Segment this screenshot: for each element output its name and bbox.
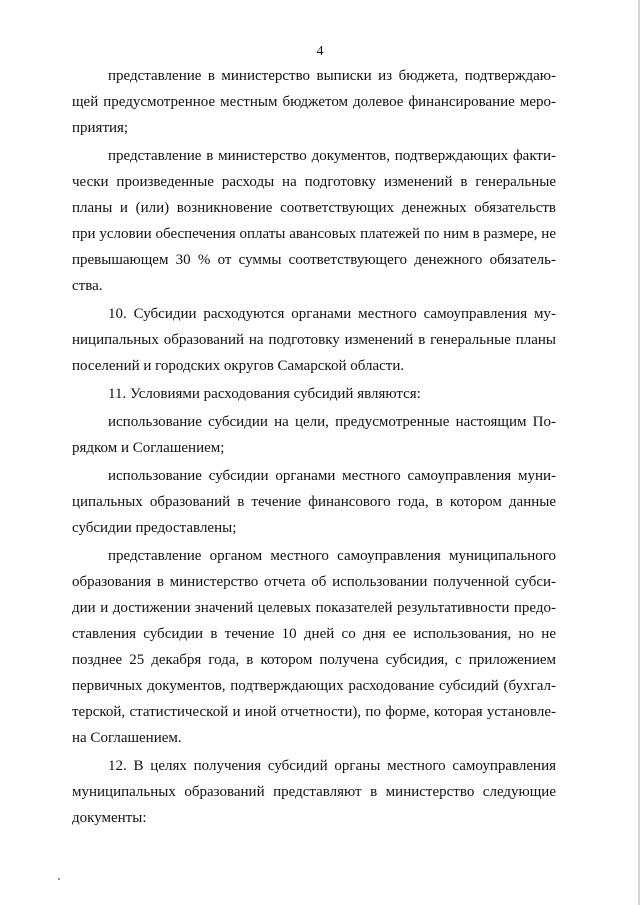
- scan-speck: [58, 878, 60, 880]
- document-body: [72, 63, 556, 831]
- paragraph-subsidy-purpose: [72, 409, 556, 461]
- text-line: приятия;: [72, 120, 129, 136]
- text-line: первичных документов, подтверждающих расходование субсидий (бухгал-: [72, 678, 556, 694]
- text-line: субсидии предоставлены;: [72, 520, 237, 536]
- text-line: щей предусмотренное местным бюджетом долевое финансирование меро-: [72, 94, 556, 110]
- text-line: на Соглашением.: [72, 730, 182, 746]
- page-number: 4: [316, 44, 324, 59]
- text-line: рядком и Соглашением;: [72, 440, 225, 456]
- text-line: представление в министерство выписки из бюджета, подтверждаю-: [108, 68, 556, 84]
- text-line: терской, статистической и иной отчетности), по форме, которая установле-: [72, 704, 556, 720]
- text-line: поселений и городских округов Самарской области.: [72, 358, 405, 374]
- text-line: позднее 25 декабря года, в котором получена субсидия, с приложением: [72, 652, 556, 668]
- text-line: 11. Условиями расходования субсидий являются:: [108, 386, 421, 402]
- text-line: ставления субсидии в течение 10 дней со дня ее использования, но не: [72, 626, 556, 642]
- text-line: превышающем 30 % от суммы соответствующего денежного обязатель-: [72, 252, 556, 268]
- paragraph-ministry-budget-extract: [72, 63, 556, 141]
- paragraph-item-11: [72, 381, 556, 407]
- text-line: 12. В целях получения субсидий органы местного самоуправления: [108, 758, 556, 774]
- text-line: планы и (или) возникновение соответствующих денежных обязательств: [72, 200, 556, 216]
- text-line: документы:: [72, 810, 147, 826]
- text-line: ниципальных образований на подготовку изменений в генеральные планы: [72, 332, 556, 348]
- text-line: чески произведенные расходы на подготовку изменений в генеральные: [72, 174, 556, 190]
- text-line: использование субсидии на цели, предусмотренные настоящим По-: [108, 414, 556, 430]
- paragraph-report-submission: [72, 543, 556, 751]
- text-line: ципальных образований в течение финансового года, в котором данные: [72, 494, 556, 510]
- text-line: ства.: [72, 278, 103, 294]
- text-line: образования в министерство отчета об использовании полученной субси-: [72, 574, 556, 590]
- paragraph-item-12: [72, 753, 556, 831]
- paragraph-subsidy-usage-year: [72, 463, 556, 541]
- text-line: дии и достижении значений целевых показателей результативности предо-: [72, 600, 556, 616]
- paragraph-item-10: [72, 301, 556, 379]
- text-line: представление в министерство документов, подтверждающих факти-: [108, 148, 556, 164]
- text-line: муниципальных образований представляют в министерство следующие: [72, 784, 556, 800]
- text-line: 10. Субсидии расходуются органами местного самоуправления му-: [108, 306, 556, 322]
- text-line: представление органом местного самоуправления муниципального: [108, 548, 556, 564]
- paragraph-ministry-documents: [72, 143, 556, 299]
- text-line: использование субсидии органами местного самоуправления муни-: [108, 468, 556, 484]
- text-line: при условии обеспечения оплаты авансовых платежей по ним в размере, не: [72, 226, 556, 242]
